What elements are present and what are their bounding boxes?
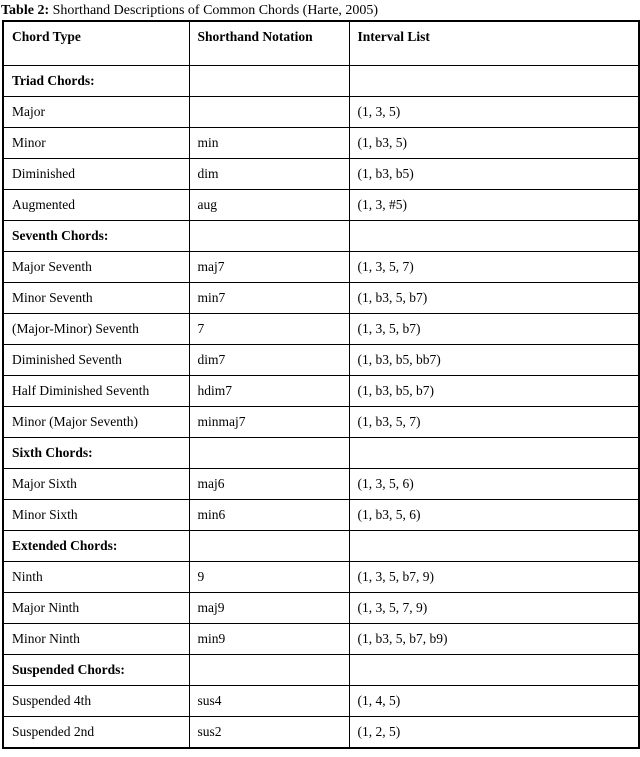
interval-list-cell: (1, b3, 5, b7) bbox=[349, 283, 639, 314]
interval-list-cell: (1, b3, 5, 7) bbox=[349, 407, 639, 438]
shorthand-cell bbox=[189, 438, 349, 469]
table-row bbox=[3, 469, 639, 500]
table-row bbox=[3, 128, 639, 159]
interval-list-cell: (1, 3, 5) bbox=[349, 97, 639, 128]
column-header-shorthand-notation: Shorthand Notation bbox=[189, 21, 349, 66]
shorthand-cell: minmaj7 bbox=[189, 407, 349, 438]
table-row bbox=[3, 345, 639, 376]
chord-type-cell: Half Diminished Seventh bbox=[3, 376, 189, 407]
table-row bbox=[3, 624, 639, 655]
chord-type-cell: Diminished Seventh bbox=[3, 345, 189, 376]
interval-list-cell: (1, b3, b5, b7) bbox=[349, 376, 639, 407]
interval-list-cell: (1, b3, 5, b7, b9) bbox=[349, 624, 639, 655]
section-header-row bbox=[3, 655, 639, 686]
interval-list-cell: (1, 4, 5) bbox=[349, 686, 639, 717]
shorthand-cell bbox=[189, 531, 349, 562]
table-row bbox=[3, 314, 639, 345]
table-row bbox=[3, 500, 639, 531]
table-row bbox=[3, 190, 639, 221]
interval-list-cell: (1, 3, 5, 7) bbox=[349, 252, 639, 283]
interval-list-cell bbox=[349, 66, 639, 97]
shorthand-cell: maj6 bbox=[189, 469, 349, 500]
section-header-row bbox=[3, 66, 639, 97]
table-caption bbox=[0, 0, 640, 20]
chord-type-cell: Suspended 4th bbox=[3, 686, 189, 717]
chord-type-cell: Major Seventh bbox=[3, 252, 189, 283]
shorthand-cell: min bbox=[189, 128, 349, 159]
chord-type-cell: Sixth Chords: bbox=[3, 438, 189, 469]
table-row bbox=[3, 717, 639, 749]
table-row bbox=[3, 283, 639, 314]
interval-list-cell bbox=[349, 531, 639, 562]
table-row bbox=[3, 97, 639, 128]
shorthand-cell: dim7 bbox=[189, 345, 349, 376]
shorthand-cell: sus2 bbox=[189, 717, 349, 749]
interval-list-cell bbox=[349, 655, 639, 686]
shorthand-cell: maj7 bbox=[189, 252, 349, 283]
interval-list-cell: (1, b3, 5, 6) bbox=[349, 500, 639, 531]
interval-list-cell bbox=[349, 438, 639, 469]
chord-type-cell: Major Ninth bbox=[3, 593, 189, 624]
chord-shorthand-table bbox=[2, 20, 640, 749]
chord-type-cell: Augmented bbox=[3, 190, 189, 221]
section-header-row bbox=[3, 221, 639, 252]
shorthand-cell: aug bbox=[189, 190, 349, 221]
interval-list-cell: (1, 3, 5, b7, 9) bbox=[349, 562, 639, 593]
shorthand-cell: 9 bbox=[189, 562, 349, 593]
shorthand-cell bbox=[189, 221, 349, 252]
chord-type-cell: Minor Sixth bbox=[3, 500, 189, 531]
shorthand-cell: 7 bbox=[189, 314, 349, 345]
chord-type-cell: Diminished bbox=[3, 159, 189, 190]
chord-type-cell: (Major-Minor) Seventh bbox=[3, 314, 189, 345]
shorthand-cell: sus4 bbox=[189, 686, 349, 717]
section-header-row bbox=[3, 531, 639, 562]
header-row bbox=[3, 21, 639, 66]
column-header-interval-list: Interval List bbox=[349, 21, 639, 66]
chord-type-cell: Suspended 2nd bbox=[3, 717, 189, 749]
shorthand-cell bbox=[189, 66, 349, 97]
chord-type-cell: Minor Seventh bbox=[3, 283, 189, 314]
interval-list-cell: (1, 3, 5, 6) bbox=[349, 469, 639, 500]
shorthand-cell: min9 bbox=[189, 624, 349, 655]
chord-type-cell: Minor bbox=[3, 128, 189, 159]
chord-table-body bbox=[3, 66, 639, 749]
interval-list-cell: (1, b3, 5) bbox=[349, 128, 639, 159]
column-header-chord-type: Chord Type bbox=[3, 21, 189, 66]
section-header-row bbox=[3, 438, 639, 469]
shorthand-cell bbox=[189, 97, 349, 128]
shorthand-cell: min6 bbox=[189, 500, 349, 531]
chord-type-cell: Suspended Chords: bbox=[3, 655, 189, 686]
table-caption-label: Table 2: bbox=[1, 3, 50, 18]
table-row bbox=[3, 686, 639, 717]
chord-type-cell: Minor (Major Seventh) bbox=[3, 407, 189, 438]
chord-type-cell: Major bbox=[3, 97, 189, 128]
interval-list-cell: (1, 3, 5, 7, 9) bbox=[349, 593, 639, 624]
chord-type-cell: Triad Chords: bbox=[3, 66, 189, 97]
interval-list-cell: (1, b3, b5) bbox=[349, 159, 639, 190]
chord-type-cell: Ninth bbox=[3, 562, 189, 593]
shorthand-cell: dim bbox=[189, 159, 349, 190]
chord-type-cell: Major Sixth bbox=[3, 469, 189, 500]
table-caption-text: Shorthand Descriptions of Common Chords (Harte, 2005) bbox=[52, 3, 379, 18]
table-row bbox=[3, 159, 639, 190]
chord-type-cell: Extended Chords: bbox=[3, 531, 189, 562]
table-row bbox=[3, 593, 639, 624]
chord-type-cell: Minor Ninth bbox=[3, 624, 189, 655]
table-row bbox=[3, 252, 639, 283]
shorthand-cell: hdim7 bbox=[189, 376, 349, 407]
interval-list-cell: (1, 3, 5, b7) bbox=[349, 314, 639, 345]
interval-list-cell: (1, b3, b5, bb7) bbox=[349, 345, 639, 376]
table-row bbox=[3, 407, 639, 438]
shorthand-cell: min7 bbox=[189, 283, 349, 314]
interval-list-cell bbox=[349, 221, 639, 252]
table-row bbox=[3, 562, 639, 593]
chord-type-cell: Seventh Chords: bbox=[3, 221, 189, 252]
table-row bbox=[3, 376, 639, 407]
interval-list-cell: (1, 3, #5) bbox=[349, 190, 639, 221]
interval-list-cell: (1, 2, 5) bbox=[349, 717, 639, 749]
shorthand-cell bbox=[189, 655, 349, 686]
table-header bbox=[3, 21, 639, 66]
shorthand-cell: maj9 bbox=[189, 593, 349, 624]
